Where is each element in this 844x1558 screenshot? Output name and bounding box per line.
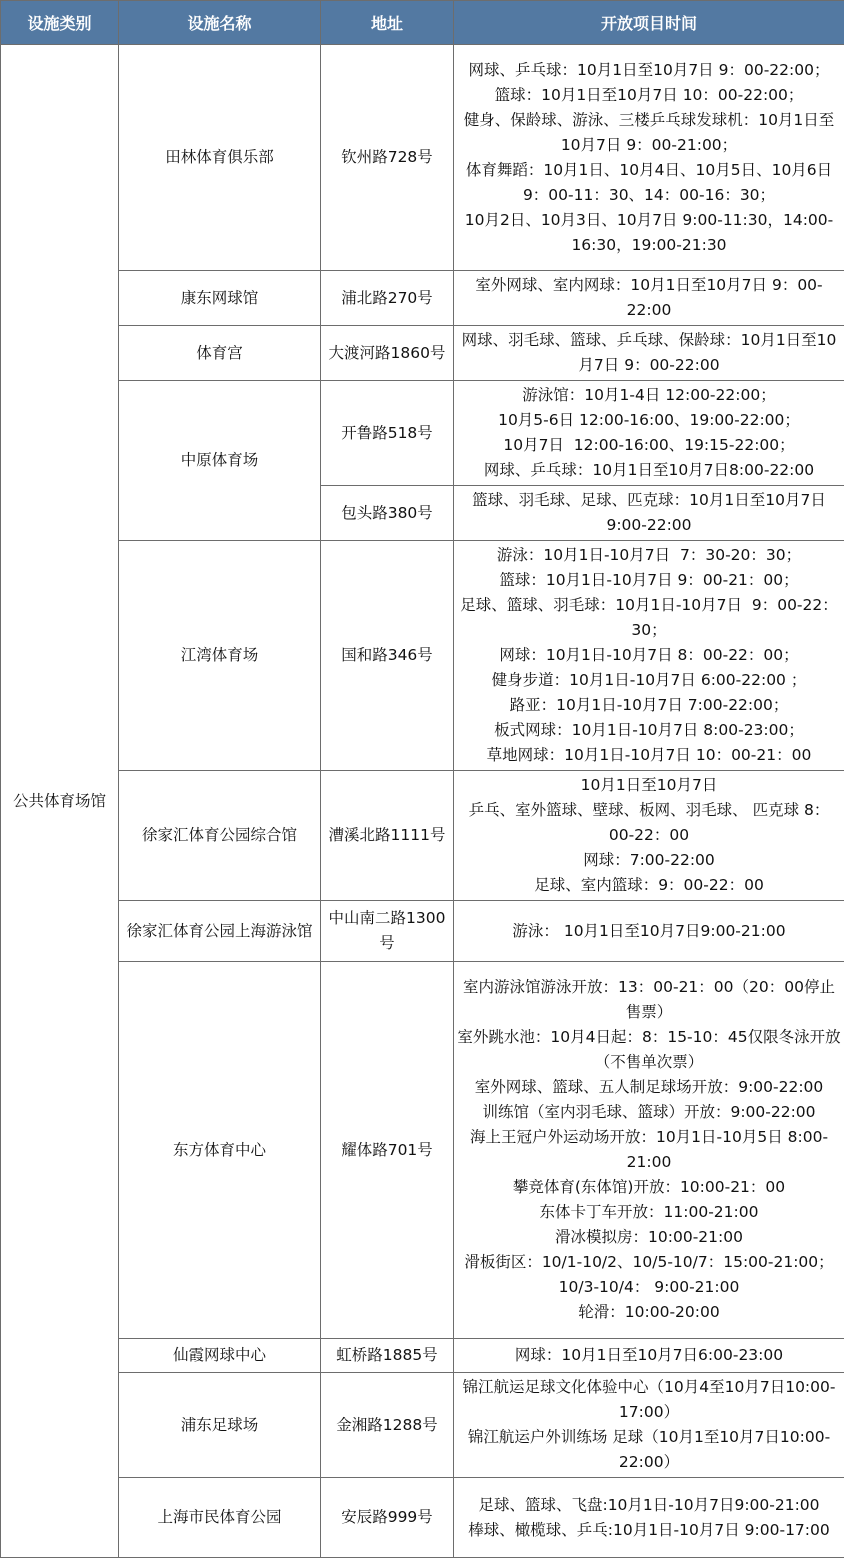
hours-line: 乒乓、室外篮球、壁球、板网、羽毛球、 匹克球 8：00-22：00 [456, 798, 842, 848]
hours-line: 室外网球、篮球、五人制足球场开放：9:00-22:00 [456, 1075, 842, 1100]
table-row [1, 771, 844, 901]
facility-address: 大渡河路1860号 [321, 326, 454, 381]
hours-line: 篮球：10月1日-10月7日 9：00-21：00； [456, 568, 842, 593]
table-row [1, 271, 844, 326]
hours-line: 10月2日、10月3日、10月7日 9:00-11:30，14:00-16:30，19:00-21:30 [456, 208, 842, 258]
facility-address: 虹桥路1885号 [321, 1339, 454, 1373]
hours-line: 健身步道：10月1日-10月7日 6:00-22:00 ； [456, 668, 842, 693]
facility-address: 国和路346号 [321, 541, 454, 771]
header-row [1, 1, 844, 45]
header-category: 设施类别 [1, 1, 119, 45]
hours-line: 足球、室内篮球：9：00-22：00 [456, 873, 842, 898]
facility-name: 康东网球馆 [119, 271, 321, 326]
facility-name: 中原体育场 [119, 381, 321, 541]
table-row [1, 326, 844, 381]
facility-name: 徐家汇体育公园上海游泳馆 [119, 901, 321, 962]
hours-line: 游泳： 10月1日至10月7日9:00-21:00 [456, 919, 842, 944]
facility-name: 仙霞网球中心 [119, 1339, 321, 1373]
hours-line: 棒球、橄榄球、乒乓:10月1日-10月7日 9:00-17:00 [456, 1518, 842, 1543]
hours-line: 10月7日 12:00-16:00、19:15-22:00； [456, 433, 842, 458]
hours-line: 10月5-6日 12:00-16:00、19:00-22:00； [456, 408, 842, 433]
hours-line: 室外跳水池：10月4日起：8：15-10：45仅限冬泳开放（不售单次票） [456, 1025, 842, 1075]
hours-line: 篮球、羽毛球、足球、匹克球：10月1日至10月7日9:00-22:00 [456, 488, 842, 538]
hours-line: 网球：10月1日至10月7日6:00-23:00 [456, 1343, 842, 1368]
opening-hours [454, 771, 844, 901]
facility-name: 上海市民体育公园 [119, 1478, 321, 1558]
hours-line: 路亚：10月1日-10月7日 7:00-22:00； [456, 693, 842, 718]
opening-hours [454, 901, 844, 962]
facility-address: 安辰路999号 [321, 1478, 454, 1558]
hours-line: 滑板街区：10/1-10/2、10/5-10/7：15:00-21:00；10/3-10/4： 9:00-21:00 [456, 1250, 842, 1300]
table-row [1, 541, 844, 771]
opening-hours [454, 541, 844, 771]
table-row [1, 1339, 844, 1373]
table-body [1, 45, 844, 1558]
facility-address: 漕溪北路1111号 [321, 771, 454, 901]
hours-line: 锦江航运户外训练场 足球（10月1至10月7日10:00-22:00） [456, 1425, 842, 1475]
hours-line: 训练馆（室内羽毛球、篮球）开放：9:00-22:00 [456, 1100, 842, 1125]
opening-hours [454, 1373, 844, 1478]
hours-line: 网球、乒乓球：10月1日至10月7日 9：00-22:00； [456, 58, 842, 83]
hours-line: 足球、篮球、羽毛球：10月1日-10月7日 9：00-22：30； [456, 593, 842, 643]
facility-address: 金湘路1288号 [321, 1373, 454, 1478]
hours-line: 游泳：10月1日-10月7日 7：30-20：30； [456, 543, 842, 568]
hours-line: 锦江航运足球文化体验中心（10月4至10月7日10:00-17:00） [456, 1375, 842, 1425]
hours-line: 篮球：10月1日至10月7日 10：00-22:00； [456, 83, 842, 108]
opening-hours [454, 1339, 844, 1373]
hours-line: 板式网球：10月1日-10月7日 8:00-23:00； [456, 718, 842, 743]
hours-line: 轮滑：10:00-20:00 [456, 1300, 842, 1325]
opening-hours [454, 1478, 844, 1558]
opening-hours [454, 45, 844, 271]
facility-address: 包头路380号 [321, 486, 454, 541]
opening-hours [454, 381, 844, 486]
header-name: 设施名称 [119, 1, 321, 45]
table-row [1, 1373, 844, 1478]
hours-line: 游泳馆：10月1-4日 12:00-22:00； [456, 383, 842, 408]
facility-address: 开鲁路518号 [321, 381, 454, 486]
opening-hours [454, 271, 844, 326]
table-row [1, 45, 844, 271]
facility-name: 体育宫 [119, 326, 321, 381]
table-row [1, 901, 844, 962]
facility-name: 徐家汇体育公园综合馆 [119, 771, 321, 901]
hours-line: 海上王冠户外运动场开放：10月1日-10月5日 8:00-21:00 [456, 1125, 842, 1175]
table-row [1, 1478, 844, 1558]
hours-line: 东体卡丁车开放：11:00-21:00 [456, 1200, 842, 1225]
hours-line: 体育舞蹈：10月1日、10月4日、10月5日、10月6日 9：00-11：30、14：00-16：30； [456, 158, 842, 208]
hours-line: 网球：7:00-22:00 [456, 848, 842, 873]
facility-address: 钦州路728号 [321, 45, 454, 271]
header-address: 地址 [321, 1, 454, 45]
facility-address: 浦北路270号 [321, 271, 454, 326]
hours-line: 室内游泳馆游泳开放：13：00-21：00（20：00停止售票） [456, 975, 842, 1025]
facility-address: 中山南二路1300号 [321, 901, 454, 962]
hours-line: 室外网球、室内网球：10月1日至10月7日 9：00-22:00 [456, 273, 842, 323]
header-hours: 开放项目时间 [454, 1, 844, 45]
opening-hours [454, 326, 844, 381]
facility-name: 浦东足球场 [119, 1373, 321, 1478]
facility-address: 耀体路701号 [321, 962, 454, 1339]
facility-name: 江湾体育场 [119, 541, 321, 771]
hours-line: 足球、篮球、飞盘:10月1日-10月7日9:00-21:00 [456, 1493, 842, 1518]
facility-name: 田林体育俱乐部 [119, 45, 321, 271]
table-row [1, 381, 844, 486]
hours-line: 网球：10月1日-10月7日 8：00-22：00； [456, 643, 842, 668]
facility-category: 公共体育场馆 [1, 45, 119, 1558]
table-row [1, 962, 844, 1339]
hours-line: 滑冰模拟房：10:00-21:00 [456, 1225, 842, 1250]
hours-line: 网球、羽毛球、篮球、乒乓球、保龄球：10月1日至10月7日 9：00-22:00 [456, 328, 842, 378]
hours-line: 攀竞体育(东体馆)开放：10:00-21：00 [456, 1175, 842, 1200]
hours-line: 草地网球：10月1日-10月7日 10：00-21：00 [456, 743, 842, 768]
hours-line: 健身、保龄球、游泳、三楼乒乓球发球机：10月1日至10月7日 9：00-21:00； [456, 108, 842, 158]
opening-hours [454, 962, 844, 1339]
facility-name: 东方体育中心 [119, 962, 321, 1339]
hours-line: 10月1日至10月7日 [456, 773, 842, 798]
opening-hours [454, 486, 844, 541]
hours-line: 网球、乒乓球：10月1日至10月7日8:00-22:00 [456, 458, 842, 483]
